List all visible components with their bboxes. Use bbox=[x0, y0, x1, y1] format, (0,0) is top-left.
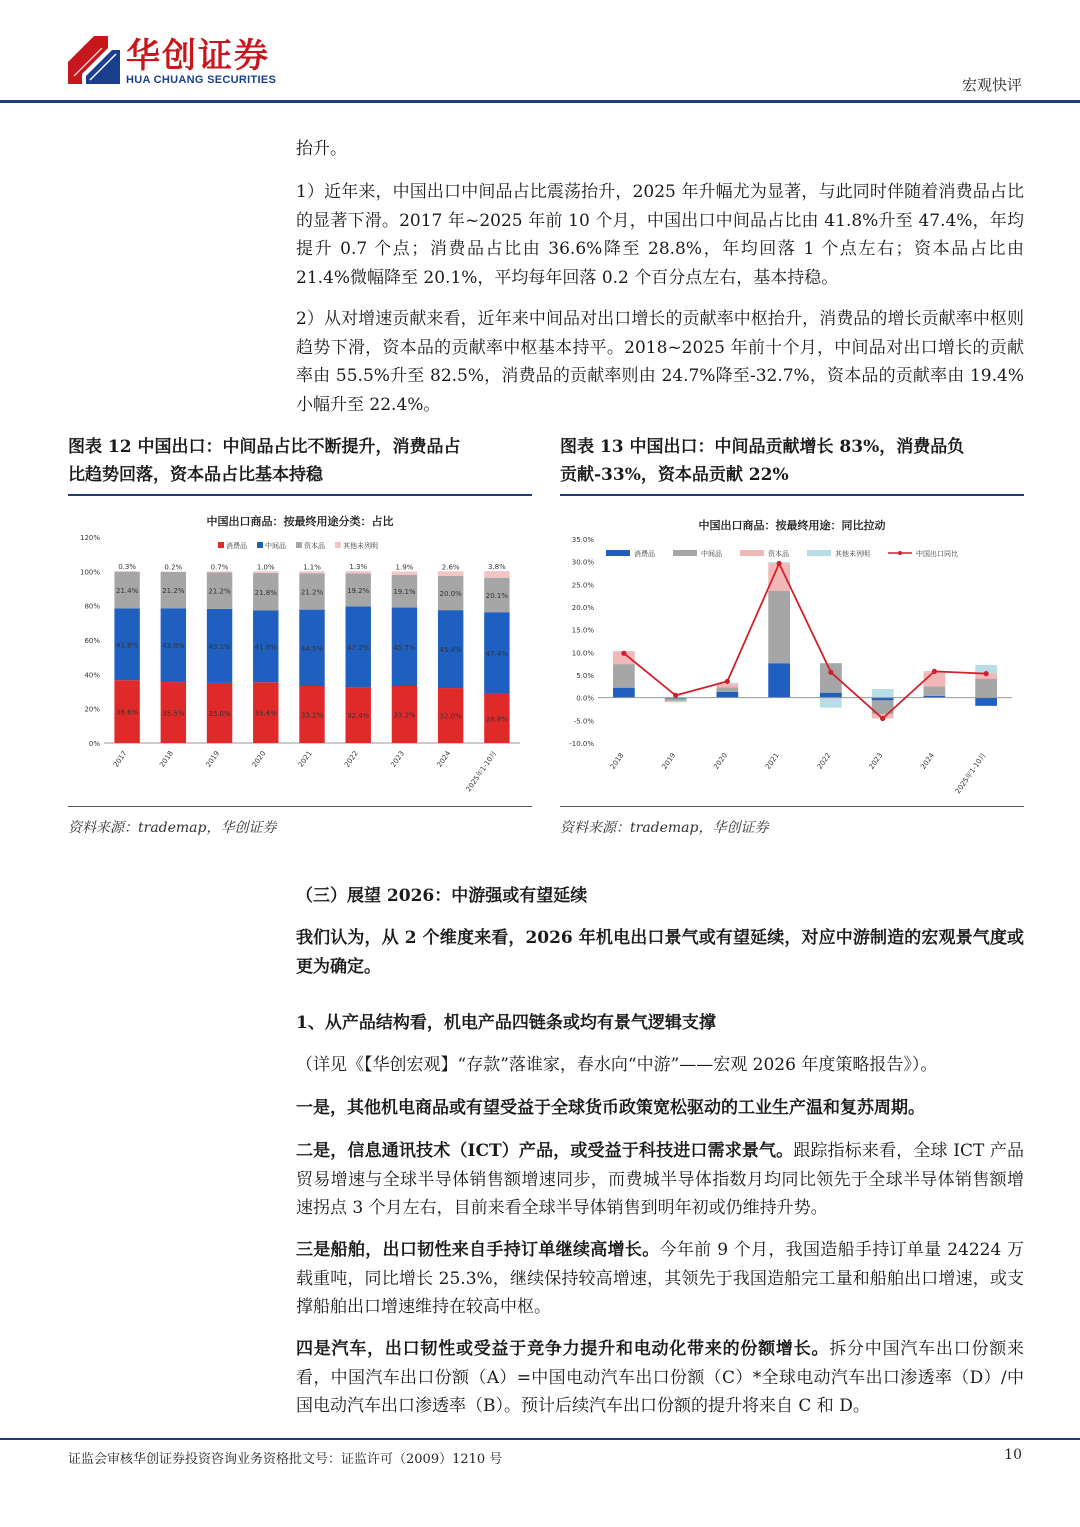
chart-2-ytick-label: 0.0% bbox=[576, 694, 594, 703]
chart-1-data-label: 35.5% bbox=[162, 709, 185, 718]
chart-1-bar-其他未列明 bbox=[392, 572, 417, 575]
page-number: 10 bbox=[1004, 1447, 1022, 1463]
chart-2-xtick-label: 2024 bbox=[919, 751, 937, 771]
chart-2-legend-label-2: 资本品 bbox=[768, 550, 789, 558]
logo-english-name: HUA CHUANG SECURITIES bbox=[126, 74, 277, 86]
paragraph-share-analysis: 1）近年来，中国出口中间品占比震荡抬升，2025 年升幅尤为显著，与此同时伴随着消费品占比的显著下滑。2017 年~2025 年前 10 个月，中国出口中间品占比由 41.8%升至 47.4%，年均提升 0.7 个点；消费品占比由 36.6%降至 28.8%，年均回落 1 个点左右；资本品占比由 21.4%微幅降至 20.1%，平均每年回落 0.2 个百分点左右，基本持稳。 bbox=[296, 182, 1024, 288]
chart-2-line-point bbox=[621, 651, 626, 656]
chart-1-data-label: 20.1% bbox=[485, 591, 509, 600]
chart-1-data-label: 2.6% bbox=[441, 563, 460, 572]
figure-12-title-line1: 图表 12 中国出口：中间品占比不断提升，消费品占 bbox=[68, 437, 461, 457]
chart-2-xtick-label: 2018 bbox=[608, 751, 626, 771]
chart-1-xtick-label: 2023 bbox=[389, 749, 407, 769]
chart-2-legend-swatch-2 bbox=[740, 550, 764, 556]
point-two-body: 跟踪指标来看，全球 ICT 产品贸易增速与全球半导体销售额增速同步，而费城半导体指数月均同比领先于全球半导体销售额增速拐点 3 个月左右，目前来看全球半导体销售到明年初或仍维持升势。 bbox=[296, 1141, 1024, 1218]
point-three-body: 今年前 9 个月，我国造船手持订单量 24224 万载重吨，同比增长 25.3%，继续保持较高增速，其领先于我国造船完工量和船舶出口增速，或支撑船舶出口增速维持在较高中枢。 bbox=[296, 1240, 1025, 1317]
chart-2-legend-swatch-1 bbox=[673, 550, 697, 556]
point-two-lead: 二是，信息通讯技术（ICT）产品，或受益于科技进口需求景气。 bbox=[296, 1141, 794, 1161]
point-four-lead: 四是汽车，出口韧性或受益于竞争力提升和电动化带来的份额增长。 bbox=[296, 1339, 830, 1359]
chart-1-legend-label-0: 消费品 bbox=[226, 542, 247, 550]
chart-1-data-label: 0.2% bbox=[164, 563, 183, 572]
chart-1-xtick-label: 2017 bbox=[111, 749, 129, 769]
chart-1-data-label: 33.2% bbox=[300, 711, 324, 720]
logo-chinese-name: 华创证券 bbox=[126, 36, 270, 76]
chart-2-xtick-label: 2020 bbox=[712, 751, 730, 771]
chart-1-xtick-label: 2018 bbox=[158, 749, 175, 769]
chart-1-data-label: 28.8% bbox=[485, 715, 509, 724]
footer-divider bbox=[0, 1438, 1080, 1440]
chart-1-legend-swatch-2 bbox=[296, 542, 302, 548]
chart-1-data-label: 1.3% bbox=[349, 563, 368, 572]
chart-1-title: 中国出口商品：按最终用途分类：占比 bbox=[206, 515, 394, 528]
chart-1-ytick-label: 60% bbox=[84, 637, 100, 645]
chart-1-bar-其他未列明 bbox=[438, 571, 463, 575]
chart-2-legend-swatch-0 bbox=[606, 550, 630, 556]
chart-1-data-label: 45.4% bbox=[439, 646, 462, 655]
chart-2-bar-其他未列明 bbox=[820, 699, 842, 708]
chart-2-bar-中间品 bbox=[717, 687, 739, 692]
chart-2-line-point bbox=[984, 671, 989, 676]
chart-1-data-label: 1.0% bbox=[256, 563, 275, 572]
chart-1-xtick-label: 2025年1-10月 bbox=[464, 749, 499, 794]
chart-2-ytick-label: 15.0% bbox=[571, 626, 594, 635]
paragraph-point-four bbox=[296, 1335, 1024, 1421]
chart-1-data-label: 44.5% bbox=[300, 644, 324, 653]
chart-2-bar-中间品 bbox=[924, 686, 946, 696]
paragraph-point-two bbox=[296, 1137, 1024, 1223]
header-divider bbox=[0, 100, 1080, 103]
paragraph-point-three bbox=[296, 1236, 1024, 1322]
chart-1-data-label: 32.0% bbox=[439, 712, 462, 721]
figure-12-chart bbox=[68, 505, 532, 803]
chart-1-data-label: 1.9% bbox=[395, 563, 414, 572]
figure-12-title bbox=[68, 433, 532, 489]
chart-2-ytick-label: 10.0% bbox=[571, 649, 594, 658]
figure-13-source: 资料来源：trademap，华创证券 bbox=[560, 820, 769, 836]
chart-2-bar-中间品 bbox=[768, 591, 790, 664]
chart-1-legend-label-1: 中间品 bbox=[265, 542, 286, 550]
chart-2-bar-消费品 bbox=[613, 688, 635, 698]
chart-2-xtick-label: 2023 bbox=[867, 751, 885, 771]
chart-2-legend-line-label: 中国出口同比 bbox=[916, 550, 958, 558]
chart-1-data-label: 33.2% bbox=[393, 711, 416, 720]
chart-2-xtick-label: 2025年1-10月 bbox=[953, 751, 988, 796]
paragraph-view: 我们认为，从 2 个维度来看，2026 年机电出口景气或有望延续，对应中游制造的宏观景气度或更为确定。 bbox=[296, 928, 1024, 977]
subheading-product-structure: 1、从产品结构看，机电产品四链条或均有景气逻辑支撑 bbox=[296, 1013, 716, 1033]
chart-1-bar-其他未列明 bbox=[207, 571, 232, 572]
chart-1-data-label: 21.2% bbox=[162, 587, 185, 596]
figure-13-chart bbox=[560, 505, 1024, 803]
chart-2-bar-消费品 bbox=[820, 693, 842, 698]
chart-1-ytick-label: 80% bbox=[84, 602, 100, 611]
figure-13-top-rule bbox=[560, 494, 1024, 496]
chart-1-data-label: 41.8% bbox=[254, 643, 277, 652]
chart-2-line-point bbox=[932, 669, 937, 674]
footer-license-text: 证监会审核华创证券投资咨询业务资格批文号：证监许可（2009）1210 号 bbox=[68, 1452, 503, 1467]
chart-2-legend-swatch-3 bbox=[807, 550, 831, 556]
chart-1-data-label: 0.7% bbox=[210, 563, 229, 572]
figure-12-source: 资料来源：trademap，华创证券 bbox=[68, 820, 277, 836]
chart-2-bar-中间品 bbox=[613, 664, 635, 688]
chart-2-xtick-label: 2022 bbox=[815, 751, 833, 771]
chart-1-data-label: 45.7% bbox=[393, 643, 416, 652]
chart-2-legend-label-3: 其他未列明 bbox=[835, 550, 870, 558]
chart-1-data-label: 32.4% bbox=[347, 712, 370, 721]
chart-1-bar-其他未列明 bbox=[346, 571, 371, 573]
chart-1-legend-swatch-1 bbox=[257, 542, 263, 548]
chart-1-data-label: 36.6% bbox=[115, 708, 139, 717]
chart-2-ytick-label: 35.0% bbox=[571, 536, 594, 544]
chart-1-xtick-label: 2024 bbox=[435, 749, 453, 769]
chart-2-legend-label-1: 中间品 bbox=[701, 550, 722, 558]
chart-1-data-label: 43.1% bbox=[208, 642, 231, 651]
chart-1-xtick-label: 2022 bbox=[343, 749, 360, 769]
chart-1-bar-其他未列明 bbox=[114, 571, 139, 572]
chart-2-xtick-label: 2021 bbox=[763, 751, 781, 771]
chart-1-data-label: 19.2% bbox=[347, 586, 370, 595]
chart-2-line-point bbox=[673, 693, 678, 698]
chart-1-bar-其他未列明 bbox=[484, 571, 509, 578]
chart-1-data-label: 35.0% bbox=[208, 709, 231, 718]
chart-2-ytick-label: 20.0% bbox=[571, 604, 594, 612]
chart-1-data-label: 1.1% bbox=[303, 563, 321, 572]
point-three-lead: 三是船舶，出口韧性来自手持订单继续高增长。 bbox=[296, 1240, 660, 1260]
figure-13-title-line2: 贡献-33%，资本品贡献 22% bbox=[560, 465, 789, 485]
chart-1-ytick-label: 40% bbox=[84, 671, 100, 680]
paragraph-continuation: 抬升。 bbox=[296, 139, 347, 159]
paragraph-report-reference: （详见《【华创宏观】“存款”落谁家，春水向“中游”——宏观 2026 年度策略报告》）。 bbox=[296, 1055, 938, 1075]
chart-1-bar-其他未列明 bbox=[299, 571, 324, 573]
chart-1-xtick-label: 2019 bbox=[204, 749, 222, 769]
chart-1-data-label: 47.2% bbox=[347, 643, 370, 652]
chart-1-data-label: 21.4% bbox=[115, 587, 139, 596]
chart-2-legend-line-marker bbox=[898, 551, 902, 555]
chart-1-ytick-label: 0% bbox=[88, 740, 100, 748]
chart-2-legend-label-0: 消费品 bbox=[634, 550, 655, 558]
point-four-body: 拆分中国汽车出口份额来看，中国汽车出口份额（A）=中国电动汽车出口份额（C）*全球电动汽车出口渗透率（D）/中国电动汽车出口渗透率（B）。预计后续汽车出口份额的提升将来自 C 和 D。 bbox=[296, 1339, 1024, 1416]
chart-1-data-label: 21.8% bbox=[254, 588, 277, 597]
chart-1-xtick-label: 2021 bbox=[296, 749, 314, 769]
figure-12-title-line2: 比趋势回落，资本品占比基本持稳 bbox=[68, 465, 323, 485]
chart-1-data-label: 21.2% bbox=[300, 588, 324, 597]
chart-1-legend-swatch-0 bbox=[218, 542, 224, 548]
point-one-text: 一是，其他机电商品或有望受益于全球货币政策宽松驱动的工业生产温和复苏周期。 bbox=[296, 1098, 925, 1118]
figure-13-title bbox=[560, 433, 1024, 489]
page-header bbox=[0, 0, 1080, 104]
chart-1-data-label: 47.4% bbox=[485, 649, 509, 658]
chart-2-bar-消费品 bbox=[768, 663, 790, 697]
chart-1-ytick-label: 120% bbox=[79, 534, 100, 542]
chart-2-bar-中间品 bbox=[975, 679, 997, 698]
chart-2-title: 中国出口商品：按最终用途：同比拉动 bbox=[698, 519, 886, 532]
chart-1-ytick-label: 100% bbox=[79, 568, 100, 577]
chart-1-data-label: 0.3% bbox=[118, 563, 137, 572]
chart-1-ytick-label: 20% bbox=[84, 705, 100, 714]
chart-1-data-label: 35.4% bbox=[254, 709, 277, 718]
paragraph-point-one bbox=[296, 1094, 1024, 1123]
chart-1-data-label: 43.0% bbox=[162, 642, 185, 651]
chart-2-bar-消费品 bbox=[975, 698, 997, 706]
chart-2-line-point bbox=[777, 561, 782, 566]
chart-2-ytick-label: -5.0% bbox=[573, 717, 594, 726]
chart-2-line-point bbox=[828, 670, 833, 675]
chart-2-ytick-label: 5.0% bbox=[576, 672, 594, 680]
section-heading-outlook-2026: （三）展望 2026：中游强或有望延续 bbox=[296, 886, 588, 906]
chart-2-ytick-label: 30.0% bbox=[571, 558, 594, 567]
chart-2-line-point bbox=[880, 716, 885, 721]
chart-1-data-label: 20.0% bbox=[439, 589, 462, 598]
chart-1-data-label: 21.2% bbox=[208, 587, 231, 596]
chart-2-bar-资本品 bbox=[768, 563, 790, 590]
chart-2-xtick-label: 2019 bbox=[660, 751, 678, 771]
figure-13-title-line1: 图表 13 中国出口：中间品贡献增长 83%，消费品负 bbox=[560, 437, 965, 457]
chart-2-bar-中间品 bbox=[665, 699, 687, 701]
report-type-tag: 宏观快评 bbox=[961, 76, 1022, 94]
chart-2-line-point bbox=[725, 679, 730, 684]
huachuang-logo-icon bbox=[68, 36, 120, 84]
chart-2-ytick-label: -10.0% bbox=[569, 740, 594, 748]
chart-2-bar-其他未列明 bbox=[872, 689, 894, 698]
figure-13-bottom-rule bbox=[560, 806, 1024, 807]
figure-12-bottom-rule bbox=[68, 806, 532, 807]
paragraph-contribution-analysis: 2）从对增速贡献来看，近年来中间品对出口增长的贡献率中枢抬升，消费品的增长贡献率中枢则趋势下滑，资本品的贡献率中枢基本持平。2018~2025 年前十个月，中间品对出口增长的贡献率由 55.5%升至 82.5%，消费品的贡献率则由 24.7%降至-32.7%，资本品的贡献率由 19.4%小幅升至 22.4%。 bbox=[296, 309, 1024, 415]
chart-2-bar-消费品 bbox=[717, 692, 739, 698]
chart-2-bar-资本品 bbox=[665, 701, 687, 702]
figure-12-top-rule bbox=[68, 494, 532, 496]
chart-1-xtick-label: 2020 bbox=[250, 749, 268, 769]
chart-2-ytick-label: 25.0% bbox=[571, 581, 594, 590]
chart-1-legend-swatch-3 bbox=[335, 542, 341, 548]
chart-1-legend-label-2: 资本品 bbox=[304, 542, 325, 550]
chart-1-data-label: 19.1% bbox=[393, 588, 416, 597]
chart-1-data-label: 41.8% bbox=[115, 641, 139, 650]
chart-1-bar-其他未列明 bbox=[253, 571, 278, 573]
chart-1-legend-label-3: 其他未列明 bbox=[343, 542, 378, 550]
chart-1-data-label: 3.8% bbox=[487, 563, 506, 572]
